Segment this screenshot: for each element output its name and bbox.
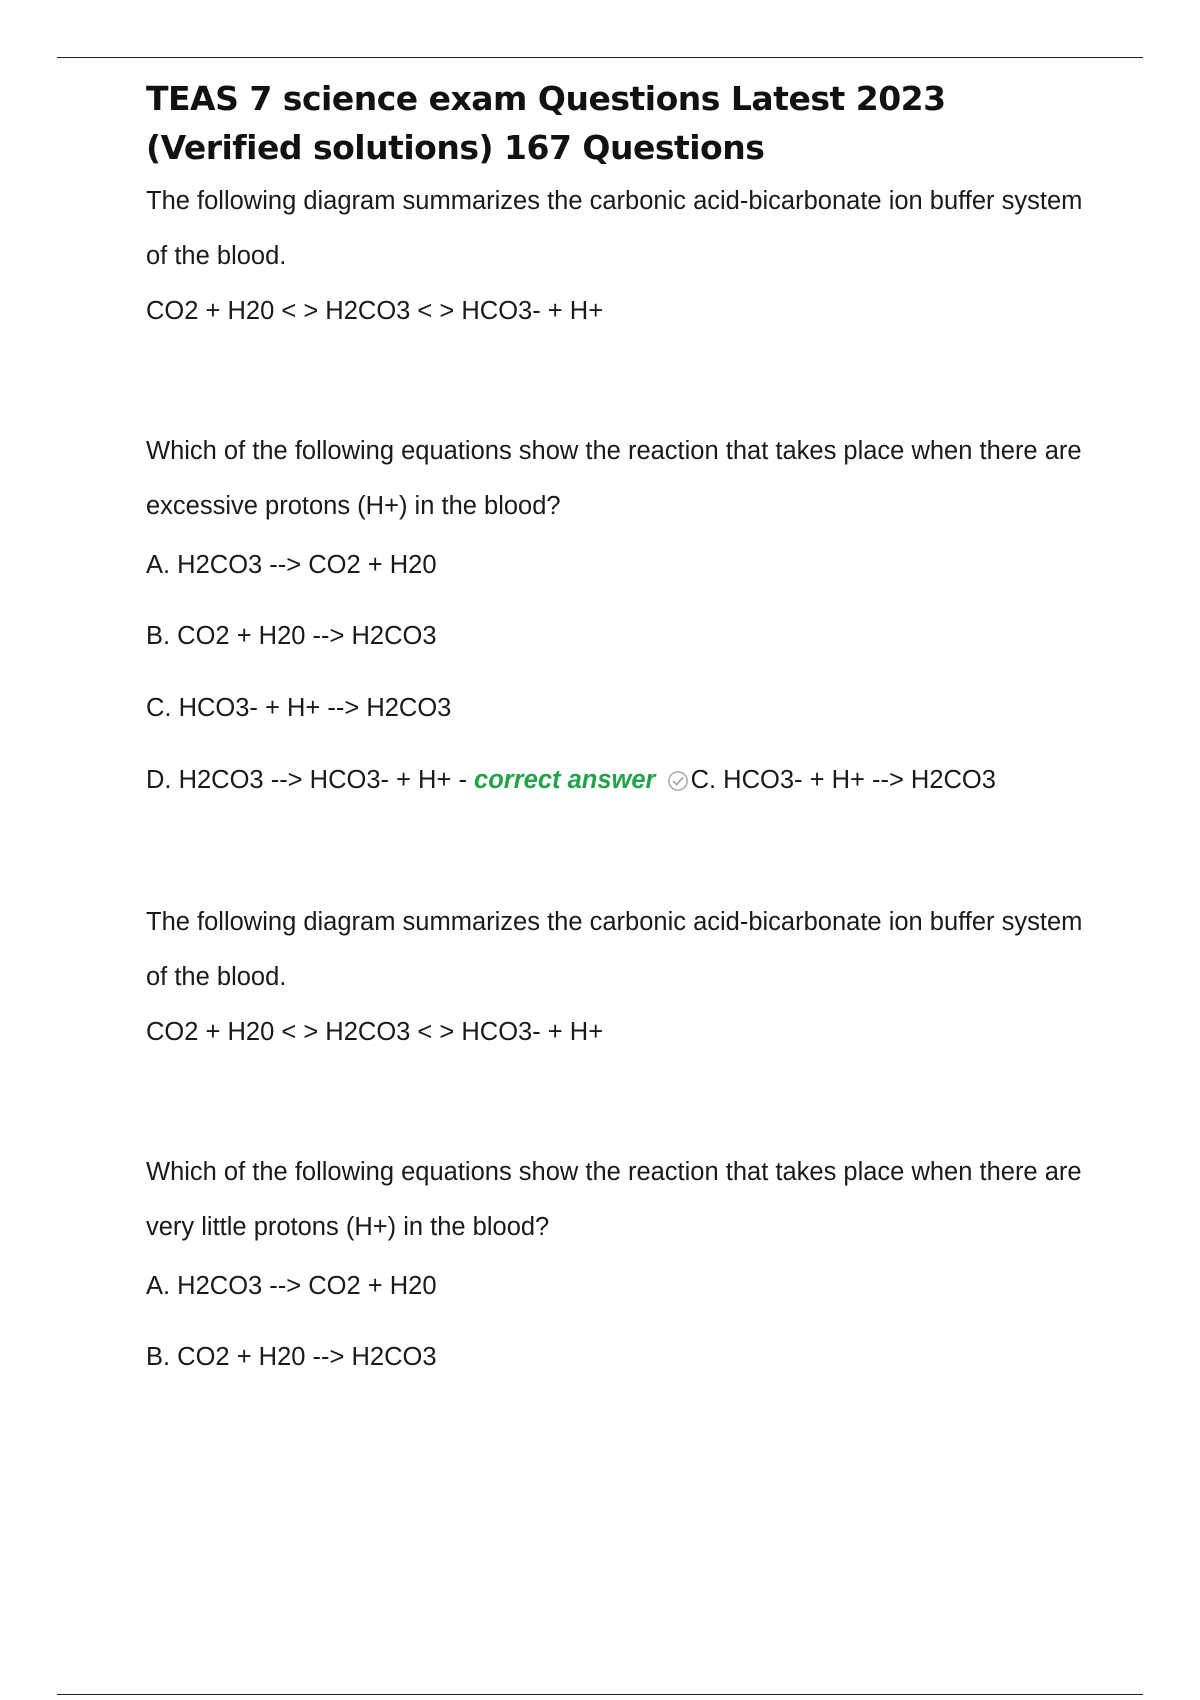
option-b: B. CO2 + H20 --> H2CO3 (146, 622, 437, 650)
option-b: B. CO2 + H20 --> H2CO3 (146, 1343, 437, 1371)
option-d-line (146, 765, 1096, 796)
document-title: TEAS 7 science exam Questions Latest 2023 (Verified solutions) 167 Questions (146, 79, 946, 167)
equation: CO2 + H20 < > H2CO3 < > HCO3- + H+ (146, 1018, 604, 1046)
correct-answer-label: correct answer (474, 766, 656, 794)
option-c: C. HCO3- + H+ --> H2CO3 (146, 694, 452, 722)
option-a: A. H2CO3 --> CO2 + H20 (146, 551, 437, 579)
document-body (146, 74, 1096, 1373)
question-2 (146, 895, 1096, 1373)
question-prompt: Which of the following equations show the reaction that takes place when there are very little protons (H+) in the blood? (146, 1158, 1082, 1241)
equation: CO2 + H20 < > H2CO3 < > HCO3- + H+ (146, 297, 604, 325)
question-intro: The following diagram summarizes the carbonic acid-bicarbonate ion buffer system of the blood. (146, 908, 1083, 991)
option-d: D. H2CO3 --> HCO3- + H+ - (146, 766, 467, 794)
top-rule (57, 57, 1143, 58)
question-intro: The following diagram summarizes the carbonic acid-bicarbonate ion buffer system of the blood. (146, 187, 1083, 270)
bottom-rule (57, 1694, 1143, 1695)
correct-answer-value: C. HCO3- + H+ --> H2CO3 (690, 766, 996, 794)
question-1 (146, 174, 1096, 796)
question-prompt: Which of the following equations show the reaction that takes place when there are excessive protons (H+) in the blood? (146, 437, 1082, 520)
option-a: A. H2CO3 --> CO2 + H20 (146, 1272, 437, 1300)
check-circle-icon (667, 770, 689, 792)
